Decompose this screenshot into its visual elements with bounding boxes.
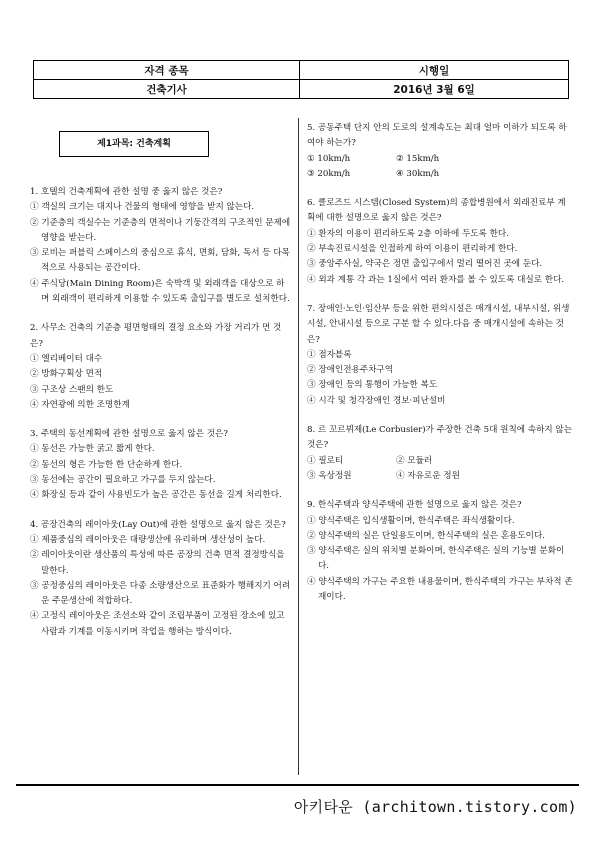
footer-source: 아키타운 (architown.tistory.com) [293,798,577,816]
option: ④ 시각 및 청각장애인 경보·피난설비 [307,395,446,406]
question-1 [30,185,292,307]
option: ① 양식주택은 입식생활이며, 한식주택은 좌식생활이다. [307,515,515,526]
option: ③ 중앙주사실, 약국은 정면 출입구에서 멀리 떨어진 곳에 둔다. [307,259,543,270]
question-stem: 6. 클로즈드 시스템(Closed System)의 종합병원에서 외래진료부 계획에 대한 설명으로 옳지 않은 것은? [307,198,566,224]
question-9 [307,498,573,605]
question-7 [307,302,573,409]
question-stem: 8. 르 꼬르뷔제(Le Corbusier)가 주장한 건축 5대 원칙에 속하지 않는 것은? [307,425,573,451]
left-column [30,125,292,640]
right-column [307,121,573,605]
option: ② 기준층의 객실수는 기준층의 면적이나 기둥간격의 구조적인 문제에 영향을 받는다. [30,217,291,243]
subject-title-box: 제1과목: 건축계획 [59,131,209,157]
option: ④ 30km/h [396,168,440,179]
question-stem: 5. 공동주택 단지 안의 도로의 설계속도는 최대 얼마 이하가 되도록 하여야 하는가? [307,123,567,149]
question-stem: 7. 장애인·노인·임산부 등을 위한 편의시설은 매개시설, 내부시설, 위생시설, 안내시설 등으로 구분 할 수 있다.다음 중 매개시설에 속하는 것은? [307,303,570,345]
option: ④ 자유로운 정원 [396,470,460,481]
question-4 [30,518,292,640]
option: ③ 공정중심의 레이아웃은 다종 소량생산으로 표준화가 행해지기 어려운 주문생산에 적합하다. [30,580,291,607]
option: ② 15km/h [396,153,440,164]
option: ④ 고정식 레이아웃은 조선소와 같이 조립부품이 고정된 장소에 있고 사람과 기계를 이동시키며 작업을 행하는 방식이다. [30,611,285,637]
option: ① 엘리베이터 대수 [30,353,103,364]
option: ④ 양식주택의 가구는 주요한 내용물이며, 한식주택의 가구는 부차적 존재이다. [307,576,573,603]
header-label-subject: 자격 종목 [34,61,300,80]
option: ③ 구조상 스팬의 한도 [30,384,114,395]
option: ② 부속진료시설을 인접하게 하여 이용이 편리하게 한다. [307,244,518,255]
option: ④ 주식당(Main Dining Room)은 숙박객 및 외래객을 대상으로 하며 외래객이 편리하게 이용할 수 있도록 출입구를 별도로 설치한다. [30,278,290,305]
option: ② 장애인전용주차구역 [307,365,394,376]
option: ② 레이아웃이란 생산품의 특성에 따른 공장의 건축 면적 결정방식을 말한다. [30,550,285,576]
question-stem: 1. 호텔의 건축계획에 관한 설명 중 옳지 않은 것은? [30,187,223,197]
option: ④ 화장실 등과 같이 사용빈도가 높은 공간은 동선을 길게 처리한다. [30,490,282,501]
option: ① 동선은 가능한 굵고 짧게 한다. [30,444,155,455]
question-6 [307,196,573,288]
column-divider [298,118,299,775]
question-stem: 2. 사무소 건축의 기준층 평면형태의 결정 요소와 가장 거리가 먼 것은? [30,323,282,349]
option: ② 모듈러 [396,455,433,466]
question-8 [307,423,573,484]
option: ② 방화구획상 면적 [30,369,103,380]
option: ① 점자블록 [307,349,352,360]
question-3 [30,427,292,503]
option: ② 동선의 형은 가능한 한 단순하게 한다. [30,459,183,470]
option: ① 10km/h [307,153,351,164]
option: ④ 자연광에 의한 조명한계 [30,399,130,410]
question-stem: 4. 공장건축의 레이아웃(Lay Out)에 관한 설명으로 옳지 않은 것은? [30,519,286,530]
option: ③ 동선에는 공간이 필요하고 가구를 두지 않는다. [30,475,216,486]
option: ① 필로티 [307,455,344,466]
header-value-subject: 건축기사 [34,80,300,99]
exam-header-table [33,60,569,99]
footer-divider [16,784,579,786]
option: ③ 20km/h [307,168,351,179]
option: ② 양식주택의 실은 단일용도이며, 한식주택의 실은 혼용도이다. [307,530,545,541]
question-stem: 9. 한식주택과 양식주택에 관한 설명으로 옳지 않은 것은? [307,500,522,511]
option: ③ 로비는 퍼블릭 스페이스의 중심으로 휴식, 면회, 담화, 독서 등 다목적으로 사용되는 공간이다. [30,248,290,274]
option: ① 객실의 크기는 대지나 건물의 형태에 영향을 받지 않는다. [30,202,255,213]
option: ① 환자의 이용이 편리하도록 2층 이하에 두도록 한다. [307,228,509,239]
header-label-date: 시행일 [300,61,569,80]
option: ④ 외과 계통 각 과는 1실에서 여러 환자를 볼 수 있도록 대실로 한다. [307,274,565,285]
question-5 [307,121,573,182]
option: ③ 장애인 등의 통행이 가능한 복도 [307,380,438,391]
header-value-date: 2016년 3월 6일 [300,80,569,99]
question-2 [30,321,292,413]
question-stem: 3. 주택의 동선계획에 관한 설명으로 옳지 않은 것은? [30,429,228,440]
option: ③ 양식주택은 실의 위치별 분화이며, 한식주택은 실의 기능별 분화이다. [307,546,565,572]
option: ③ 옥상정원 [307,470,352,481]
option: ① 제품중심의 레이아웃은 대량생산에 유리하며 생산성이 높다. [30,534,266,545]
